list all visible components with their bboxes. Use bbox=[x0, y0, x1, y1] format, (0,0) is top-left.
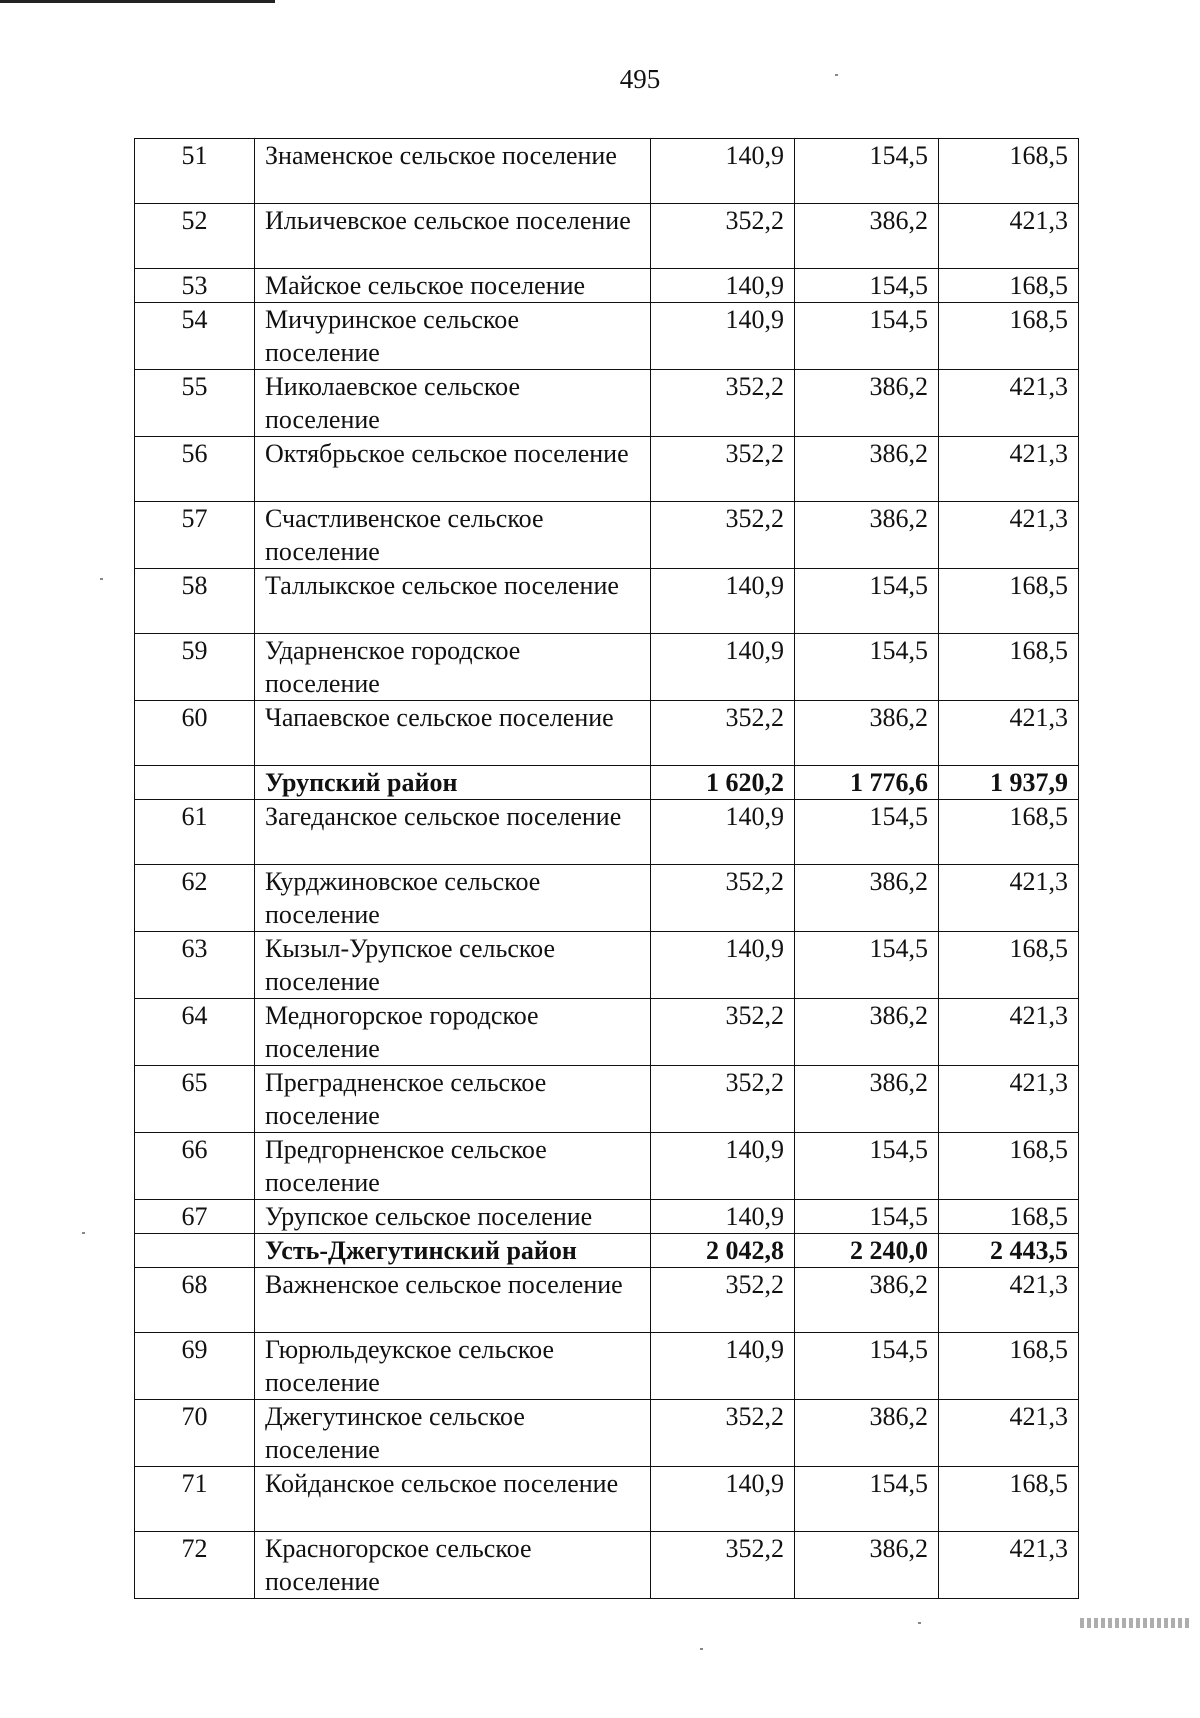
scan-dot bbox=[100, 578, 103, 580]
settlement-name-cell: Николаевское сельское поселение bbox=[255, 370, 651, 437]
value-cell-3: 421,3 bbox=[939, 502, 1079, 569]
table-row bbox=[135, 1133, 1079, 1200]
value-cell-1: 140,9 bbox=[651, 634, 795, 701]
table-body bbox=[135, 139, 1079, 1599]
row-number-cell: 60 bbox=[135, 701, 255, 766]
table-row bbox=[135, 370, 1079, 437]
row-number-cell bbox=[135, 766, 255, 800]
settlement-name-cell: Счастливенское сельское поселение bbox=[255, 502, 651, 569]
table-row bbox=[135, 999, 1079, 1066]
value-cell-3: 421,3 bbox=[939, 1532, 1079, 1599]
row-number-cell: 54 bbox=[135, 303, 255, 370]
value-cell-1: 352,2 bbox=[651, 701, 795, 766]
table-row bbox=[135, 1066, 1079, 1133]
value-cell-1: 352,2 bbox=[651, 1066, 795, 1133]
value-cell-1: 352,2 bbox=[651, 865, 795, 932]
row-number-cell: 65 bbox=[135, 1066, 255, 1133]
value-cell-2: 154,5 bbox=[795, 932, 939, 999]
row-number-cell: 57 bbox=[135, 502, 255, 569]
value-cell-3: 421,3 bbox=[939, 701, 1079, 766]
value-cell-2: 386,2 bbox=[795, 1400, 939, 1467]
value-cell-2: 386,2 bbox=[795, 204, 939, 269]
value-cell-1: 140,9 bbox=[651, 139, 795, 204]
table-row bbox=[135, 1333, 1079, 1400]
settlement-name-cell: Майское сельское поселение bbox=[255, 269, 651, 303]
value-cell-3: 168,5 bbox=[939, 1200, 1079, 1234]
table-row bbox=[135, 1467, 1079, 1532]
row-number-cell: 66 bbox=[135, 1133, 255, 1200]
value-cell-3: 168,5 bbox=[939, 1467, 1079, 1532]
row-number-cell: 58 bbox=[135, 569, 255, 634]
settlement-name-cell: Гюрюльдеукское сельское поселение bbox=[255, 1333, 651, 1400]
value-cell-1: 140,9 bbox=[651, 1200, 795, 1234]
value-cell-2: 154,5 bbox=[795, 1467, 939, 1532]
value-cell-3: 421,3 bbox=[939, 437, 1079, 502]
table-row bbox=[135, 303, 1079, 370]
table-row bbox=[135, 1532, 1079, 1599]
value-cell-1: 352,2 bbox=[651, 1532, 795, 1599]
value-cell-2: 154,5 bbox=[795, 269, 939, 303]
scan-dot bbox=[700, 1648, 703, 1650]
value-cell-1: 352,2 bbox=[651, 502, 795, 569]
settlement-name-cell: Джегутинское сельское поселение bbox=[255, 1400, 651, 1467]
value-cell-3: 168,5 bbox=[939, 800, 1079, 865]
settlement-name-cell: Предгорненское сельское поселение bbox=[255, 1133, 651, 1200]
row-number-cell: 61 bbox=[135, 800, 255, 865]
value-cell-1: 1 620,2 bbox=[651, 766, 795, 800]
settlement-name-cell: Ильичевское сельское поселение bbox=[255, 204, 651, 269]
value-cell-3: 421,3 bbox=[939, 1066, 1079, 1133]
row-number-cell: 72 bbox=[135, 1532, 255, 1599]
settlement-name-cell: Таллыкское сельское поселение bbox=[255, 569, 651, 634]
value-cell-2: 386,2 bbox=[795, 701, 939, 766]
value-cell-3: 168,5 bbox=[939, 1133, 1079, 1200]
value-cell-1: 352,2 bbox=[651, 204, 795, 269]
value-cell-1: 352,2 bbox=[651, 370, 795, 437]
settlement-name-cell: Урупский район bbox=[255, 766, 651, 800]
row-number-cell: 55 bbox=[135, 370, 255, 437]
value-cell-3: 421,3 bbox=[939, 204, 1079, 269]
value-cell-2: 386,2 bbox=[795, 370, 939, 437]
row-number-cell: 64 bbox=[135, 999, 255, 1066]
value-cell-3: 168,5 bbox=[939, 139, 1079, 204]
table-row bbox=[135, 204, 1079, 269]
value-cell-2: 154,5 bbox=[795, 634, 939, 701]
table-row bbox=[135, 269, 1079, 303]
row-number-cell: 67 bbox=[135, 1200, 255, 1234]
value-cell-2: 154,5 bbox=[795, 303, 939, 370]
value-cell-1: 352,2 bbox=[651, 1400, 795, 1467]
table-row bbox=[135, 1200, 1079, 1234]
value-cell-3: 2 443,5 bbox=[939, 1234, 1079, 1268]
settlement-name-cell: Медногорское городское поселение bbox=[255, 999, 651, 1066]
scan-dot bbox=[835, 74, 838, 76]
settlement-name-cell: Чапаевское сельское поселение bbox=[255, 701, 651, 766]
value-cell-1: 352,2 bbox=[651, 437, 795, 502]
row-number-cell: 71 bbox=[135, 1467, 255, 1532]
table-row bbox=[135, 800, 1079, 865]
settlement-name-cell: Важненское сельское поселение bbox=[255, 1268, 651, 1333]
value-cell-3: 421,3 bbox=[939, 370, 1079, 437]
value-cell-1: 140,9 bbox=[651, 800, 795, 865]
value-cell-1: 352,2 bbox=[651, 1268, 795, 1333]
value-cell-1: 140,9 bbox=[651, 1467, 795, 1532]
scan-dot bbox=[918, 1622, 921, 1624]
settlement-name-cell: Преградненское сельское поселение bbox=[255, 1066, 651, 1133]
row-number-cell: 59 bbox=[135, 634, 255, 701]
settlement-name-cell: Загеданское сельское поселение bbox=[255, 800, 651, 865]
settlement-name-cell: Урупское сельское поселение bbox=[255, 1200, 651, 1234]
value-cell-1: 140,9 bbox=[651, 1333, 795, 1400]
settlement-name-cell: Ударненское городское поселение bbox=[255, 634, 651, 701]
row-number-cell: 51 bbox=[135, 139, 255, 204]
value-cell-2: 386,2 bbox=[795, 437, 939, 502]
row-number-cell bbox=[135, 1234, 255, 1268]
value-cell-2: 2 240,0 bbox=[795, 1234, 939, 1268]
value-cell-2: 1 776,6 bbox=[795, 766, 939, 800]
settlement-name-cell: Знаменское сельское поселение bbox=[255, 139, 651, 204]
subtotal-row bbox=[135, 1234, 1079, 1268]
row-number-cell: 70 bbox=[135, 1400, 255, 1467]
value-cell-3: 421,3 bbox=[939, 1268, 1079, 1333]
table-row bbox=[135, 1400, 1079, 1467]
value-cell-1: 2 042,8 bbox=[651, 1234, 795, 1268]
settlement-name-cell: Койданское сельское поселение bbox=[255, 1467, 651, 1532]
subtotal-row bbox=[135, 766, 1079, 800]
value-cell-1: 140,9 bbox=[651, 932, 795, 999]
value-cell-2: 386,2 bbox=[795, 865, 939, 932]
row-number-cell: 62 bbox=[135, 865, 255, 932]
settlement-name-cell: Мичуринское сельское поселение bbox=[255, 303, 651, 370]
table-row bbox=[135, 437, 1079, 502]
value-cell-3: 168,5 bbox=[939, 932, 1079, 999]
page-number: 495 bbox=[619, 64, 661, 94]
settlement-name-cell: Усть-Джегутинский район bbox=[255, 1234, 651, 1268]
table-row bbox=[135, 932, 1079, 999]
table-row bbox=[135, 569, 1079, 634]
settlement-name-cell: Кызыл-Урупское сельское поселение bbox=[255, 932, 651, 999]
scan-artifact bbox=[1080, 1618, 1190, 1628]
value-cell-1: 140,9 bbox=[651, 1133, 795, 1200]
table-row bbox=[135, 701, 1079, 766]
settlement-name-cell: Октябрьское сельское поселение bbox=[255, 437, 651, 502]
row-number-cell: 63 bbox=[135, 932, 255, 999]
value-cell-2: 386,2 bbox=[795, 1066, 939, 1133]
settlement-name-cell: Курджиновское сельское поселение bbox=[255, 865, 651, 932]
scan-dot bbox=[82, 1232, 85, 1234]
table-row bbox=[135, 634, 1079, 701]
table-row bbox=[135, 1268, 1079, 1333]
row-number-cell: 68 bbox=[135, 1268, 255, 1333]
value-cell-3: 168,5 bbox=[939, 569, 1079, 634]
table-row bbox=[135, 139, 1079, 204]
row-number-cell: 53 bbox=[135, 269, 255, 303]
value-cell-2: 154,5 bbox=[795, 800, 939, 865]
row-number-cell: 69 bbox=[135, 1333, 255, 1400]
value-cell-2: 386,2 bbox=[795, 1532, 939, 1599]
value-cell-1: 140,9 bbox=[651, 569, 795, 634]
value-cell-2: 154,5 bbox=[795, 1200, 939, 1234]
table-row bbox=[135, 502, 1079, 569]
value-cell-2: 386,2 bbox=[795, 502, 939, 569]
value-cell-1: 352,2 bbox=[651, 999, 795, 1066]
settlements-table bbox=[134, 138, 1079, 1599]
value-cell-2: 154,5 bbox=[795, 1333, 939, 1400]
value-cell-2: 386,2 bbox=[795, 1268, 939, 1333]
value-cell-3: 421,3 bbox=[939, 865, 1079, 932]
value-cell-2: 154,5 bbox=[795, 1133, 939, 1200]
value-cell-2: 386,2 bbox=[795, 999, 939, 1066]
value-cell-3: 168,5 bbox=[939, 634, 1079, 701]
value-cell-3: 1 937,9 bbox=[939, 766, 1079, 800]
value-cell-2: 154,5 bbox=[795, 139, 939, 204]
table-row bbox=[135, 865, 1079, 932]
row-number-cell: 56 bbox=[135, 437, 255, 502]
value-cell-3: 421,3 bbox=[939, 1400, 1079, 1467]
value-cell-3: 168,5 bbox=[939, 303, 1079, 370]
value-cell-1: 140,9 bbox=[651, 269, 795, 303]
value-cell-1: 140,9 bbox=[651, 303, 795, 370]
value-cell-3: 421,3 bbox=[939, 999, 1079, 1066]
top-rule bbox=[0, 0, 275, 3]
value-cell-3: 168,5 bbox=[939, 269, 1079, 303]
value-cell-3: 168,5 bbox=[939, 1333, 1079, 1400]
row-number-cell: 52 bbox=[135, 204, 255, 269]
value-cell-2: 154,5 bbox=[795, 569, 939, 634]
settlement-name-cell: Красногорское сельское поселение bbox=[255, 1532, 651, 1599]
